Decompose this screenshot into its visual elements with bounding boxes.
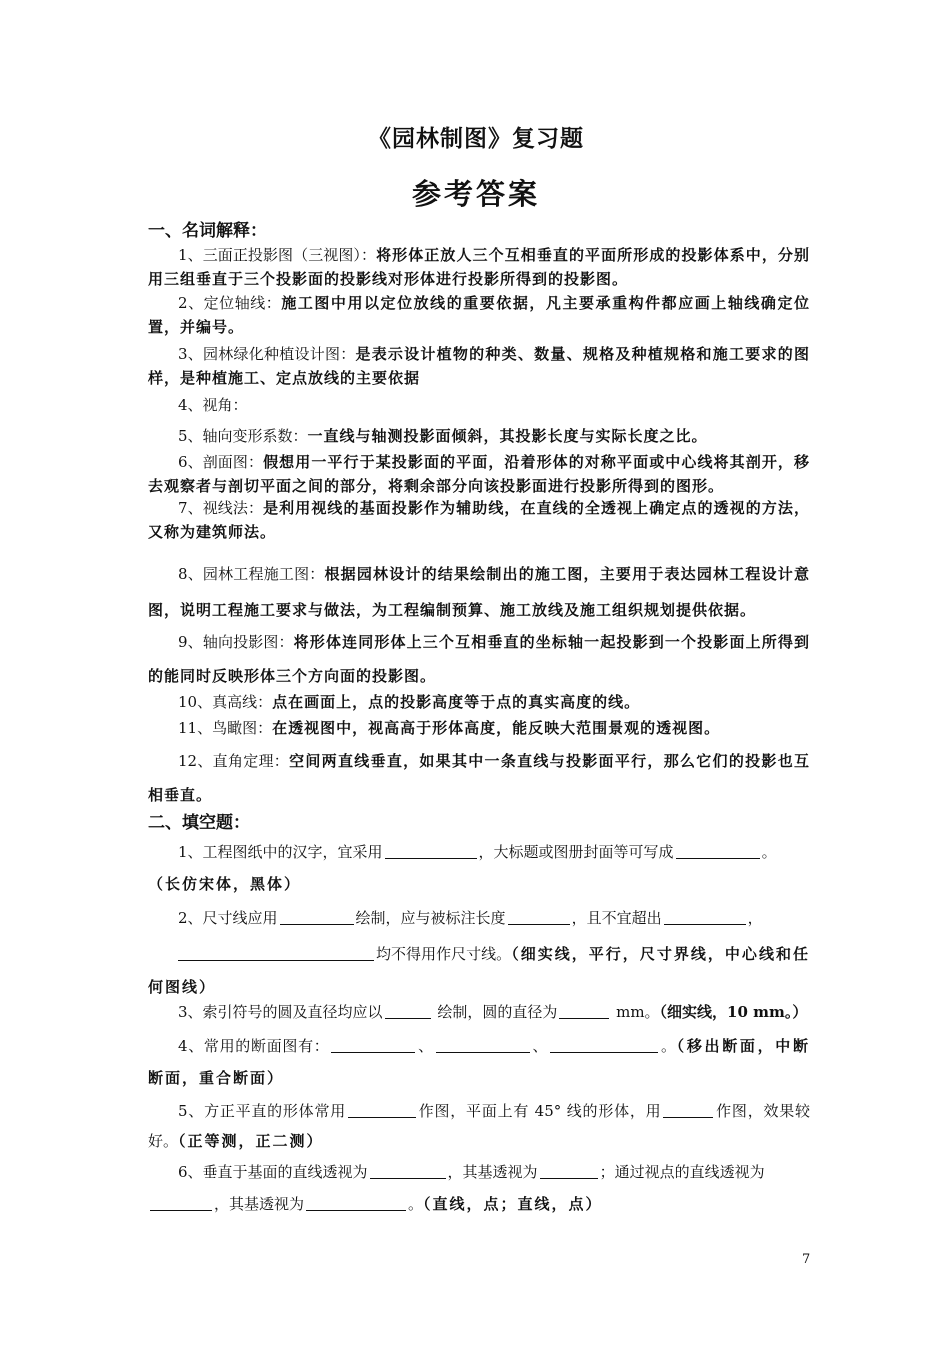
definition-item: 6、剖面图：假想用一平行于某投影面的平面，沿着形体的对称平面或中心线将其剖开，移去观察者与剖切平面之间的部分，将剩余部分向该投影面进行投影所得到的图形。 — [148, 453, 810, 495]
definition-item: 5、轴向变形系数：一直线与轴测投影面倾斜，其投影长度与实际长度之比。 — [178, 427, 708, 445]
definition-item: 8、园林工程施工图：根据园林设计的结果绘制出的施工图，主要用于表达园林工程设计意图，说明工程施工要求与做法，为工程编制预算、施工放线及施工组织规划提供依据。 — [148, 565, 810, 619]
definition-item: 7、视线法：是利用视线的基面投影作为辅助线，在直线的全透视上确定点的透视的方法，又称为建筑师法。 — [148, 499, 810, 541]
answer-blank[interactable] — [385, 842, 477, 859]
definition-item: 9、轴向投影图：将形体连同形体上三个互相垂直的坐标轴一起投影到一个投影面上所得到的能同时反映形体三个方向面的投影图。 — [148, 633, 810, 685]
answer-blank[interactable] — [178, 944, 374, 961]
answer-blank[interactable] — [150, 1194, 212, 1211]
answer-key: （长仿宋体，黑体） — [148, 875, 302, 893]
fill-blank-question: 6、垂直于基面的直线透视为 ，其基透视为 ；通过视点的直线透视为 — [178, 1163, 765, 1181]
answer-blank[interactable] — [663, 1101, 713, 1118]
page-number: 7 — [802, 1252, 811, 1267]
answer-blank[interactable] — [436, 1036, 530, 1053]
definition-item: 12、直角定理：空间两直线垂直，如果其中一条直线与投影面平行，那么它们的投影也互相垂直。 — [148, 752, 810, 804]
fill-blank-question: ，其基透视为 。（直线，点；直线，点） — [148, 1192, 810, 1216]
fill-blank-question: 3、索引符号的圆及直径均应以 绘制，圆的直径为 mm。（细实线，10 mm。） — [178, 1003, 808, 1021]
fill-blank-question: 1、工程图纸中的汉字，宜采用 ，大标题或图册封面等可写成 。 — [178, 843, 777, 861]
section2-heading: 二、填空题： — [148, 813, 250, 833]
answer-blank[interactable] — [331, 1036, 415, 1053]
answer-blank[interactable] — [280, 908, 354, 925]
definition-item: 11、鸟瞰图：在透视图中，视高高于形体高度，能反映大范围景观的透视图。 — [178, 719, 721, 737]
answer-blank[interactable] — [664, 908, 746, 925]
definition-item: 4、视角： — [178, 396, 248, 414]
answer-blank[interactable] — [370, 1162, 446, 1179]
answer-blank[interactable] — [676, 842, 760, 859]
definition-item: 2、定位轴线：施工图中用以定位放线的重要依据，凡主要承重构件都应画上轴线确定位置，并编号。 — [148, 294, 810, 336]
answer-blank[interactable] — [385, 1002, 431, 1019]
answer-blank[interactable] — [540, 1162, 598, 1179]
section1-heading: 一、名词解释： — [148, 221, 267, 241]
answer-blank[interactable] — [550, 1036, 658, 1053]
fill-blank-question: 2、尺寸线应用 绘制，应与被标注长度 ，且不宜超出 ， — [178, 909, 763, 927]
definition-item: 10、真高线：点在画面上，点的投影高度等于点的真实高度的线。 — [178, 693, 641, 711]
fill-blank-question: 4、常用的断面图有： 、 、 。（移出断面，中断断面，重合断面） — [148, 1037, 810, 1087]
definition-item: 3、园林绿化种植设计图：是表示设计植物的种类、数量、规格及种植规格和施工要求的图样，是种植施工、定点放线的主要依据 — [148, 345, 810, 387]
answer-blank[interactable] — [559, 1002, 609, 1019]
answer-blank[interactable] — [306, 1194, 406, 1211]
answer-blank[interactable] — [348, 1101, 416, 1118]
fill-blank-question: 5、方正平直的形体常用 作图，平面上有 45° 线的形体，用 作图，效果较好。（正等测，正二测） — [148, 1102, 810, 1150]
page-subtitle: 参考答案 — [411, 177, 540, 211]
answer-blank[interactable] — [508, 908, 570, 925]
page-title: 《园林制图》复习题 — [368, 126, 584, 152]
definition-item: 1、三面正投影图（三视图）：将形体正放人三个互相垂直的平面所形成的投影体系中，分别用三组垂直于三个投影面的投影线对形体进行投影所得到的投影图。 — [148, 246, 810, 288]
fill-blank-question: 均不得用作尺寸线。（细实线，平行，尺寸界线，中心线和任何图线） — [148, 945, 810, 996]
